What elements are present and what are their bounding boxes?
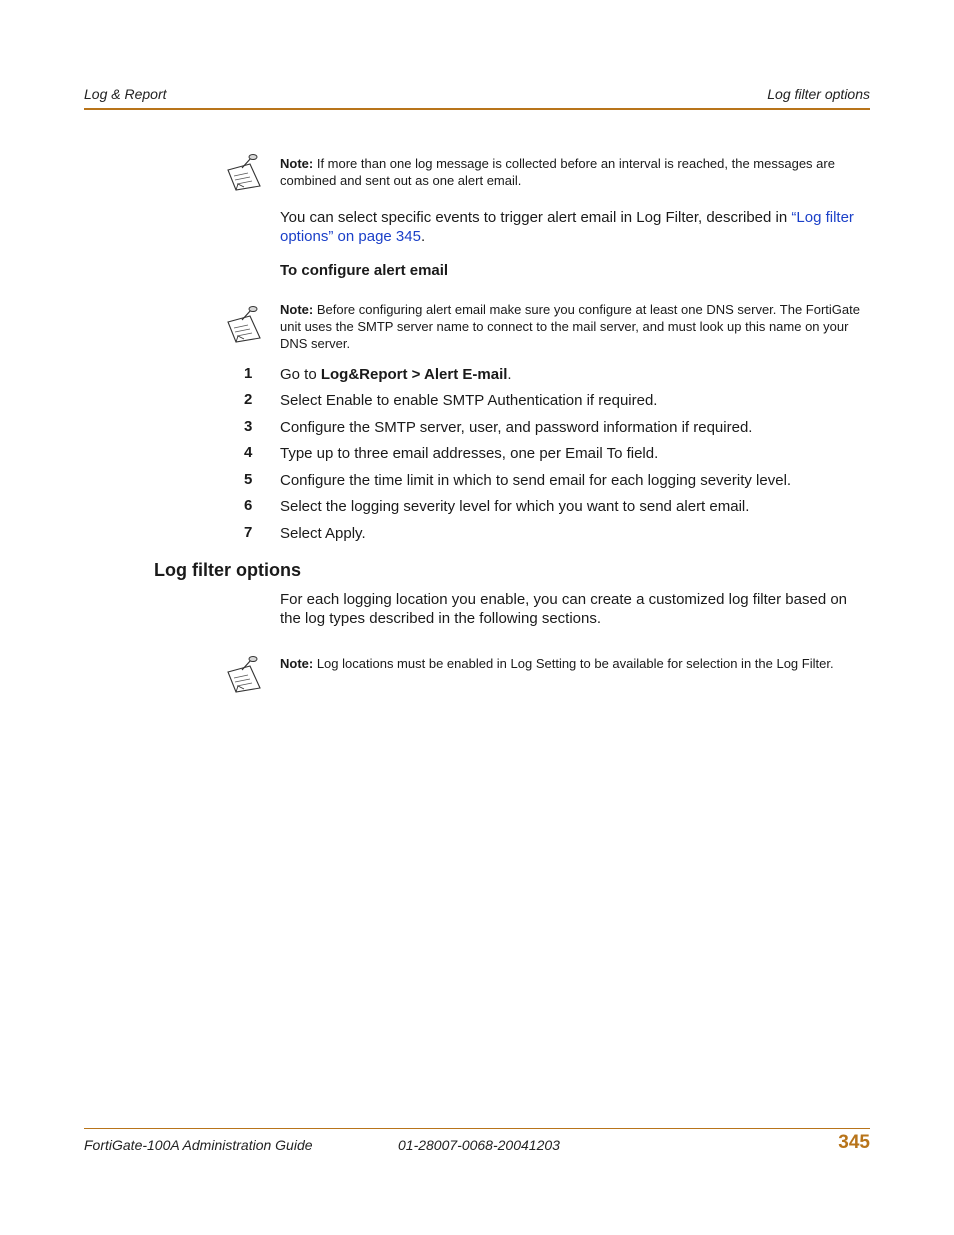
step-text-part: .	[507, 366, 512, 383]
footer-rule	[84, 1128, 870, 1129]
note-label: Note:	[280, 656, 314, 671]
step-number: 4	[244, 444, 253, 461]
note-pushpin-icon	[224, 152, 264, 192]
running-header-chapter: Log & Report	[84, 86, 167, 102]
step-text: Configure the SMTP server, user, and password information if required.	[280, 419, 753, 436]
page-number: 345	[838, 1132, 870, 1153]
note-pushpin-icon	[224, 654, 264, 694]
step-text: Select Apply.	[280, 525, 366, 542]
footer-document-number: 01-28007-0068-20041203	[398, 1137, 560, 1153]
note-text	[280, 301, 870, 352]
note-body: Before configuring alert email make sure you configure at least one DNS server. The FortiGate unit uses the SMTP server name to connect to the mail server, and must look up this name on your DNS server.	[280, 302, 860, 351]
note-body: Log locations must be enabled in Log Setting to be available for selection in the Log Filter.	[313, 656, 834, 671]
step-text: Type up to three email addresses, one per Email To field.	[280, 445, 659, 462]
step-number: 1	[244, 365, 253, 382]
step-number: 2	[244, 391, 253, 408]
step-text	[280, 365, 870, 384]
intro-paragraph	[280, 208, 870, 246]
intro-text-end: .	[420, 228, 426, 245]
note-text	[280, 655, 870, 672]
note-text	[280, 155, 870, 189]
step-number: 6	[244, 497, 253, 514]
section-heading: Log filter options	[154, 560, 301, 580]
header-rule	[84, 108, 870, 110]
procedure-title: To configure alert email	[280, 262, 449, 279]
menu-path: Log&Report > Alert E-mail	[320, 366, 508, 383]
running-header-section: Log filter options	[767, 86, 870, 102]
note-body: If more than one log message is collected before an interval is reached, the messages are combined and sent out as one alert email.	[280, 156, 835, 188]
section-paragraph: For each logging location you enable, you can create a customized log filter based on the log types described in the following sections.	[280, 591, 848, 627]
note-label: Note:	[280, 302, 314, 317]
step-text: Select Enable to enable SMTP Authentication if required.	[280, 392, 658, 409]
step-text-part: Go to	[280, 366, 321, 383]
step-text: Configure the time limit in which to send email for each logging severity level.	[280, 472, 792, 489]
step-number: 3	[244, 418, 253, 435]
step-number: 7	[244, 524, 253, 541]
note-label: Note:	[280, 156, 314, 171]
step-number: 5	[244, 471, 253, 488]
note-pushpin-icon	[224, 304, 264, 344]
step-text: Select the logging severity level for which you want to send alert email.	[280, 498, 750, 515]
intro-text: You can select specific events to trigger alert email in Log Filter, described in	[280, 209, 792, 226]
log-filter-options-link[interactable]: “Log filter options” on page 345	[280, 209, 854, 245]
footer-guide-title: FortiGate-100A Administration Guide	[84, 1137, 313, 1153]
